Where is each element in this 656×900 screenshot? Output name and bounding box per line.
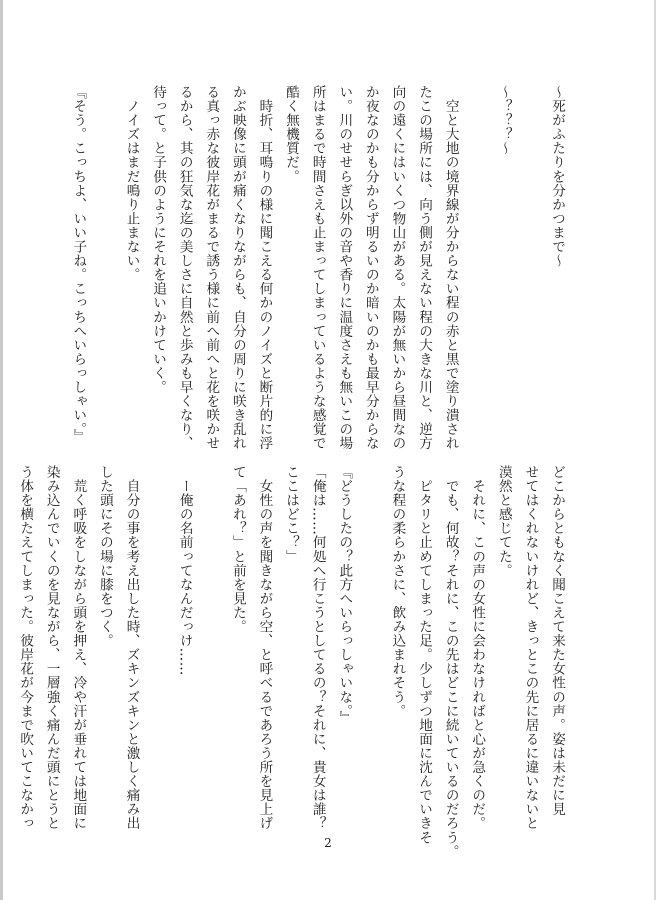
upper-text-line: 時折、耳鳴りの様に聞こえる何かのノイズと断片的に浮: [256, 85, 273, 451]
upper-text-line: たこの場所には、向う側が見えない程の大きな川と、逆方: [416, 85, 433, 451]
lower-text-line: う体を横たえてしまった。彼岸花が今まで吹いてこなかっ: [17, 465, 34, 831]
upper-text-line: [464, 85, 491, 445]
lower-text-line: 「俺は……何処へ行こうとしてるの？それに、貴女は誰？: [309, 465, 326, 831]
lower-text-line: うな程の柔らかさに、飲み込まれそう。: [389, 465, 406, 718]
lower-text-line: せてはくれないけれど、きっとこの先に居るに違いないと: [522, 465, 539, 831]
upper-text-line: 『そう。こっちよ、いい子ね。こっちへいらっしゃい。』: [70, 85, 87, 444]
upper-text-line: 空と大地の境界線が分からない程の赤と黒で塗り潰され: [442, 85, 459, 451]
text-block-upper: [65, 85, 570, 451]
upper-text-line: 待って。と子供のようにそれを追いかけていく。: [150, 85, 167, 395]
lower-text-line: て「あれ？」と前を見た。: [229, 465, 246, 634]
upper-text-line: ノイズはまだ鳴り止まない。: [123, 85, 140, 282]
page-edge-left: [0, 0, 3, 900]
text-block-lower: [12, 465, 570, 859]
upper-text-line: [91, 85, 118, 445]
lower-text-line: 荒く呼吸をしながら頭を押え、冷や汗が垂れては地面に: [70, 465, 87, 831]
page-number: 2: [324, 836, 332, 850]
upper-text-line: かぶ映像に頭が痛くなりながらも、自分の周りに咲き乱れ: [229, 85, 246, 451]
lower-text-line: ー俺の名前ってなんだっけ……: [176, 465, 193, 676]
upper-text-line: る真っ赤な彼岸花がまるで誘う様に前へ前へと花を咲かせ: [203, 85, 220, 451]
lower-text-line: 『どうしたの？此方へいらっしゃいな。』: [336, 465, 353, 726]
lower-text-line: 女性の声を聞きながら空、と呼べるであろう所を見上げ: [256, 465, 273, 831]
lower-text-line: どこからともなく聞こえて来た女性の声。姿は未だに見: [549, 465, 565, 817]
lower-text-line: 漠然と感じてた。: [495, 465, 512, 578]
lower-text-line: [198, 465, 225, 850]
lower-text-line: [357, 465, 384, 850]
upper-text-line: るから、其の狂気な迄の美しさに自然と歩みも早くなり、: [176, 85, 193, 451]
lower-text-line: ピタリと止めてしまった足。少しずつ地面に沈んでいきそ: [416, 465, 433, 845]
upper-text-line: い。川のせせらぎ以外の音や香りに温度さえも無いこの場: [336, 85, 353, 451]
lower-text-line: それに、この声の女性に会わなければと心が急くのだ。: [469, 465, 486, 831]
lower-text-line: でも、何故？それに、この先はどこに続いているのだろう。: [442, 465, 459, 859]
lower-text-line: 染み込んでいくのを見ながら、一層強く痛んだ頭にとうと: [43, 465, 60, 831]
upper-text-line: か夜なのかも分からず明るいのか暗いのかも最早分からな: [362, 85, 379, 451]
upper-text-line: ～？？？～: [495, 85, 512, 156]
lower-text-line: [145, 465, 172, 850]
upper-text-line: [517, 85, 544, 445]
upper-text-line: 所はまるで時間さえも止まってしまっているような感覚で: [309, 85, 326, 451]
upper-text-line: 向の遠くにはいくつ物山がある。太陽が無いから昼間なの: [389, 85, 406, 451]
upper-text-line: ～死がふたりを分かつまで～: [549, 85, 565, 268]
upper-text-line: 酷く無機質だ。: [283, 85, 300, 184]
lower-text-line: した頭にその場に膝をつく。: [96, 465, 113, 648]
lower-text-line: ここはどこ？」: [283, 465, 300, 564]
lower-text-line: 自分の事を考え出した時、ズキンズキンと激しく痛み出: [123, 465, 140, 831]
